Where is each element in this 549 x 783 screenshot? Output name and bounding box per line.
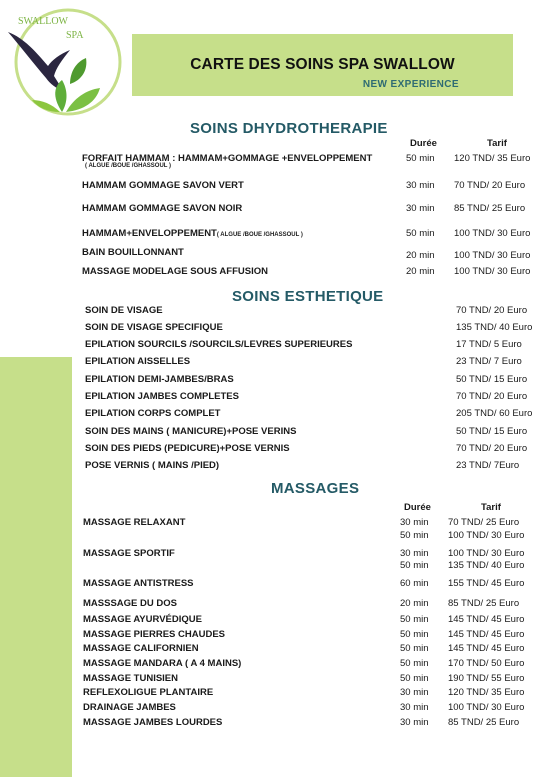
menu-item-price: 70 TND/ 20 Euro [456,305,528,316]
menu-item-label: MASSAGE PIERRES CHAUDES [83,629,225,640]
menu-item-price: 170 TND/ 50 Euro [448,658,525,669]
swallow-spa-logo [4,4,126,120]
menu-item-price: 70 TND/ 25 Euro [448,517,520,528]
menu-item-label: DRAINAGE JAMBES [83,702,176,713]
menu-item-label: MASSAGE JAMBES LOURDES [83,717,223,728]
column-header-tarif: Tarif [487,138,507,149]
menu-item-price: 205 TND/ 60 Euro [456,408,533,419]
leaf-icon [66,88,100,112]
menu-item-duration: 20 min [400,598,429,609]
menu-item-note: ( ALGUE /BOUE /GHASSOUL ) [216,232,303,238]
menu-item-label: MASSAGE RELAXANT [83,517,186,528]
menu-item-duration: 50 min [400,643,429,654]
menu-item-label-text: HAMMAM+ENVELOPPEMENT [82,228,217,239]
menu-item-price: 100 TND/ 30 Euro [454,228,531,239]
menu-item-label: HAMMAM GOMMAGE SAVON NOIR [82,203,243,214]
column-header-duree: Durée [404,502,431,513]
menu-item-label: EPILATION CORPS COMPLET [85,408,221,419]
menu-item-label: MASSAGE MODELAGE SOUS AFFUSION [82,266,268,277]
menu-item-label: MASSAGE AYURVÉDIQUE [83,614,202,625]
menu-item-price: 70 TND/ 20 Euro [456,443,528,454]
menu-item-label: EPILATION DEMI-JAMBES/BRAS [85,374,234,385]
menu-item-duration: 30 min [400,717,429,728]
menu-item-label: EPILATION SOURCILS /SOURCILS/LEVRES SUPERIEURES [85,339,353,350]
page-subtitle: NEW EXPERIENCE [362,79,459,90]
menu-item-price: 155 TND/ 45 Euro [448,578,525,589]
side-accent-band [0,357,72,777]
menu-item-duration: 30 min [406,203,435,214]
menu-item-label: BAIN BOUILLONNANT [82,247,184,258]
menu-item-price: 120 TND/ 35 Euro [448,687,525,698]
menu-item-label [82,228,303,239]
menu-item-label: MASSAGE SPORTIF [83,548,175,559]
menu-item-label: REFLEXOLIGUE PLANTAIRE [83,687,214,698]
menu-item-duration: 20 min [406,250,435,261]
menu-item-price: 85 TND/ 25 Euro [454,203,526,214]
menu-item-duration: 20 min [406,266,435,277]
menu-item-duration: 50 min [400,530,429,541]
menu-item-price: 70 TND/ 20 Euro [454,180,526,191]
menu-item-label: SOIN DE VISAGE [85,305,163,316]
menu-item-price: 190 TND/ 55 Euro [448,673,525,684]
menu-item-price: 135 TND/ 40 Euro [448,560,525,571]
menu-item-duration: 50 min [400,629,429,640]
logo-text-line2: SPA [66,30,84,41]
section-title-massages: MASSAGES [271,480,360,497]
column-header-duree: Durée [410,138,437,149]
menu-item-price: 100 TND/ 30 Euro [448,702,525,713]
menu-item-label: SOIN DES MAINS ( MANICURE)+POSE VERINS [85,426,297,437]
menu-item-duration: 50 min [400,673,429,684]
logo-text-line1: SWALLOW [18,16,68,27]
menu-item-duration: 30 min [400,517,429,528]
menu-item-duration: 50 min [400,560,429,571]
menu-item-label: SOIN DE VISAGE SPECIFIQUE [85,322,223,333]
menu-item-duration: 50 min [406,228,435,239]
menu-item-price: 145 TND/ 45 Euro [448,643,525,654]
menu-item-duration: 30 min [400,702,429,713]
menu-item-label: EPILATION AISSELLES [85,356,191,367]
menu-item-price: 50 TND/ 15 Euro [456,374,528,385]
menu-item-label: MASSAGE CALIFORNIEN [83,643,199,654]
menu-item-label: MASSAGE TUNISIEN [83,673,179,684]
section-title-hydrotherapie: SOINS DHYDROTHERAPIE [190,120,388,137]
menu-item-price: 145 TND/ 45 Euro [448,614,525,625]
menu-item-price: 120 TND/ 35 Euro [454,153,531,164]
menu-item-price: 100 TND/ 30 Euro [454,266,531,277]
menu-item-price: 135 TND/ 40 Euro [456,322,533,333]
menu-item-duration: 50 min [400,614,429,625]
menu-item-price: 85 TND/ 25 Euro [448,717,520,728]
menu-item-duration: 60 min [400,578,429,589]
menu-item-price: 85 TND/ 25 Euro [448,598,520,609]
menu-item-label: MASSAGE MANDARA ( A 4 MAINS) [83,658,242,669]
header-banner [132,34,513,96]
menu-item-label: SOIN DES PIEDS (PEDICURE)+POSE VERNIS [85,443,290,454]
menu-item-price: 100 TND/ 30 Euro [454,250,531,261]
menu-item-price: 17 TND/ 5 Euro [456,339,522,350]
menu-item-label: POSE VERNIS ( MAINS /PIED) [85,460,220,471]
menu-item-duration: 50 min [400,658,429,669]
menu-item-duration: 50 min [406,153,435,164]
menu-item-label: MASSSAGE DU DOS [83,598,177,609]
menu-item-price: 70 TND/ 20 Euro [456,391,528,402]
menu-item-price: 100 TND/ 30 Euro [448,530,525,541]
menu-item-price: 23 TND/ 7 Euro [456,356,522,367]
page-title: CARTE DES SOINS SPA SWALLOW [190,56,455,73]
menu-item-label: FORFAIT HAMMAM : HAMMAM+GOMMAGE +ENVELOPPEMENT [82,153,373,164]
menu-item-price: 23 TND/ 7Euro [456,460,520,471]
column-header-tarif: Tarif [481,502,501,513]
menu-item-price: 100 TND/ 30 Euro [448,548,525,559]
menu-item-note: ( ALGUE /BOUE /GHASSOUL ) [85,163,172,169]
menu-item-label: HAMMAM GOMMAGE SAVON VERT [82,180,244,191]
menu-item-duration: 30 min [400,548,429,559]
menu-item-label: EPILATION JAMBES COMPLETES [85,391,239,402]
leaf-icon [70,58,86,84]
section-title-esthetique: SOINS ESTHETIQUE [232,288,384,305]
menu-item-price: 50 TND/ 15 Euro [456,426,528,437]
menu-item-duration: 30 min [406,180,435,191]
menu-item-label: MASSAGE ANTISTRESS [83,578,194,589]
menu-item-duration: 30 min [400,687,429,698]
menu-item-price: 145 TND/ 45 Euro [448,629,525,640]
